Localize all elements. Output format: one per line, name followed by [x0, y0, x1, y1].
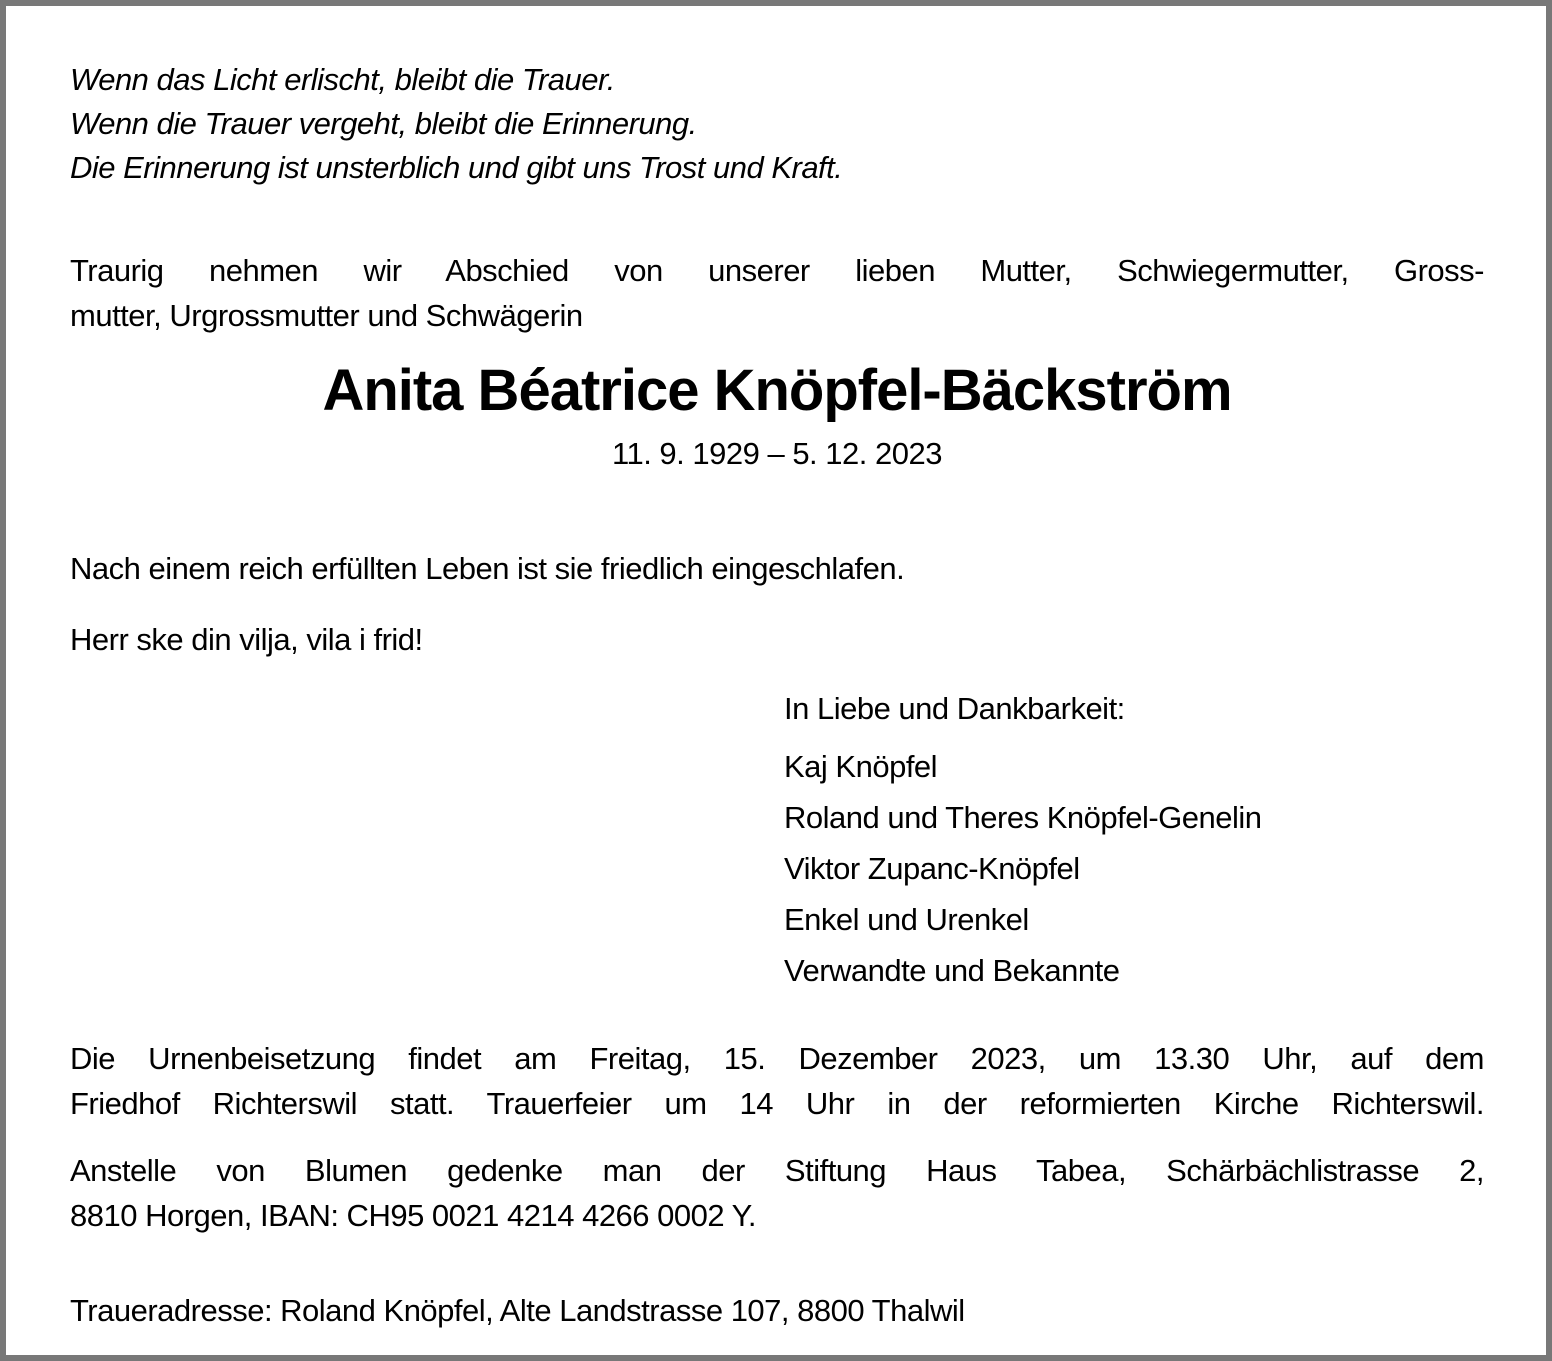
epigraph-line: Die Erinnerung ist unsterblich und gibt uns Trost und Kraft.	[70, 150, 843, 185]
life-dates: 11. 9. 1929 – 5. 12. 2023	[612, 436, 942, 471]
intro-line: mutter, Urgrossmutter und Schwägerin	[70, 298, 583, 333]
mourners-block	[784, 686, 1484, 996]
blessing-line: Herr ske din vilja, vila i frid!	[70, 622, 423, 657]
mourner-name: Kaj Knöpfel	[784, 749, 938, 784]
mourner-name: Roland und Theres Knöpfel-Genelin	[784, 800, 1262, 835]
donation-line: 8810 Horgen, IBAN: CH95 0021 4214 4266 0002 Y.	[70, 1198, 756, 1233]
deceased-name: Anita Béatrice Knöpfel-Bäckström	[322, 358, 1232, 423]
mourning-address: Traueradresse: Roland Knöpfel, Alte Landstrasse 107, 8800 Thalwil	[70, 1293, 965, 1328]
farewell-line: Nach einem reich erfüllten Leben ist sie friedlich eingeschlafen.	[70, 551, 905, 586]
donation-line: Anstelle von Blumen gedenke man der Stiftung Haus Tabea, Schärbächlistrasse 2,	[70, 1153, 1484, 1188]
funeral-line: Friedhof Richterswil statt. Trauerfeier um 14 Uhr in der reformierten Kirche Richterswil.	[70, 1086, 1484, 1121]
mourners-heading: In Liebe und Dankbarkeit:	[784, 691, 1125, 726]
mourner-name: Viktor Zupanc-Knöpfel	[784, 851, 1080, 886]
epigraph-line: Wenn das Licht erlischt, bleibt die Trauer.	[70, 62, 615, 97]
mourner-name: Enkel und Urenkel	[784, 902, 1029, 937]
mourner-name: Verwandte und Bekannte	[784, 953, 1120, 988]
donation-info	[70, 1148, 1484, 1238]
funeral-info	[70, 1036, 1484, 1126]
intro-line: Traurig nehmen wir Abschied von unserer lieben Mutter, Schwiegermutter, Gross-	[70, 253, 1484, 288]
epigraph-line: Wenn die Trauer vergeht, bleibt die Erinnerung.	[70, 106, 697, 141]
intro-paragraph	[70, 248, 1484, 338]
mourner-names-list	[784, 741, 1484, 996]
funeral-line: Die Urnenbeisetzung findet am Freitag, 15. Dezember 2023, um 13.30 Uhr, auf dem	[70, 1041, 1484, 1076]
epigraph	[70, 58, 1484, 190]
